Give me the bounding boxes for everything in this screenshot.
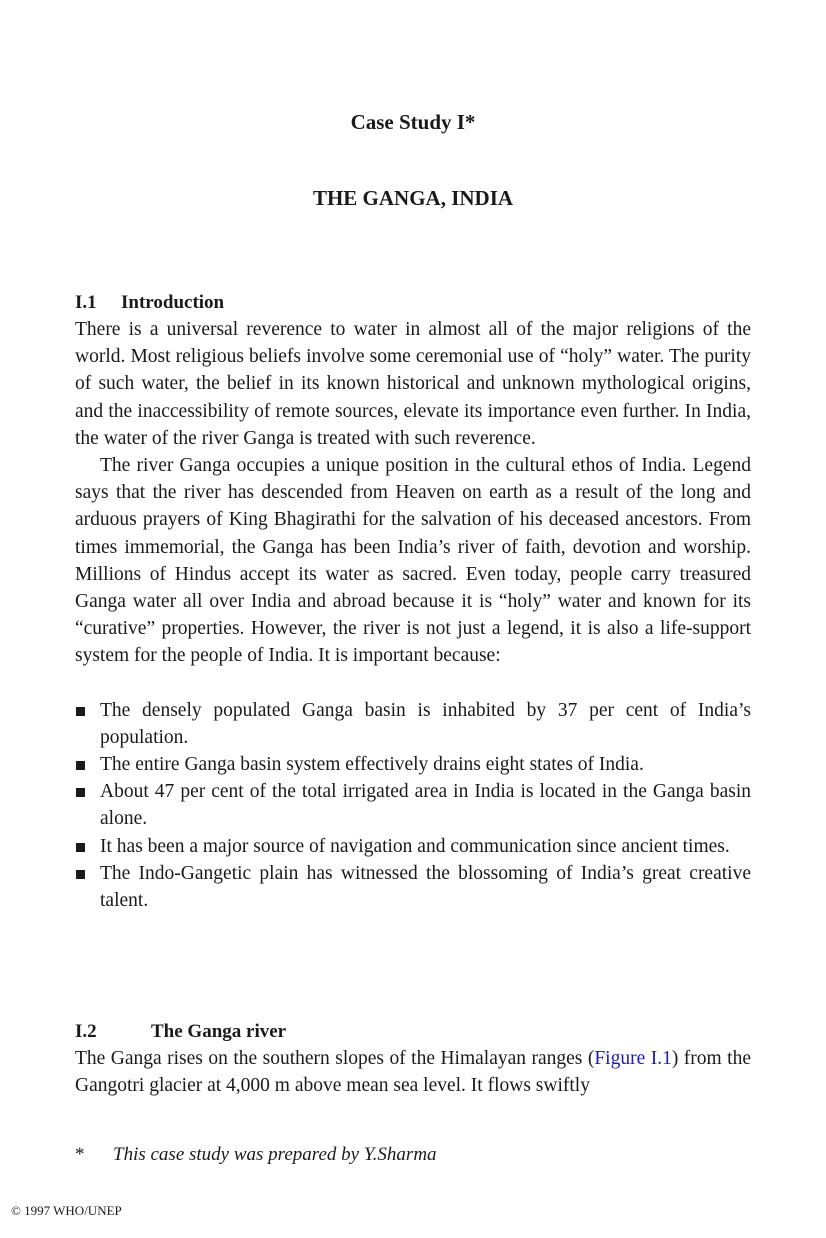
section-heading: [75, 1018, 751, 1045]
copyright-notice: © 1997 WHO/UNEP: [11, 1203, 122, 1218]
section-introduction: [75, 289, 751, 914]
section-ganga-river: [75, 1018, 751, 1099]
footnote-mark: *: [75, 1144, 85, 1165]
paragraph: The river Ganga occupies a unique position in the cultural ethos of India. Legend says that the river has descended from Heaven on earth as a result of the long and arduous prayers of King Bhagirathi for the salvation of his deceased ancestors. From times immemorial, the Ganga has been India’s river of faith, devotion and worship. Millions of Hindus accept its water as sacred. Even today, people carry treasured Ganga water all over India and abroad because it is “holy” water and known for its “curative” properties. However, the river is not just a legend, it is also a life-support system for the people of India. It is important because:: [75, 455, 751, 667]
section-number: I.1: [75, 292, 97, 313]
section-number: I.2: [75, 1021, 97, 1042]
bullet-square-icon: [76, 788, 85, 797]
footnote-text: This case study was prepared by Y.Sharma: [113, 1144, 437, 1165]
case-study-title: Case Study I*: [350, 110, 476, 134]
chapter-title: THE GANGA, INDIA: [312, 186, 514, 210]
list-item-text: About 47 per cent of the total irrigated area in India is located in the Ganga basin alone.: [100, 781, 751, 830]
section-title: The Ganga river: [151, 1021, 287, 1042]
list-item: [75, 860, 751, 914]
bullet-square-icon: [76, 870, 85, 879]
list-item: [75, 751, 751, 778]
bullet-list: [75, 697, 751, 915]
figure-link[interactable]: Figure I.1: [594, 1048, 672, 1069]
section-title: Introduction: [121, 292, 225, 313]
list-item: [75, 833, 751, 860]
paragraph: There is a universal reverence to water in almost all of the major religions of the world. Most religious beliefs involve some ceremonial use of “holy” water. The purity of such water, the belief in its known historical and unknown mythological origins, and the inaccessibility of remote sources, elevate its importance even further. In India, the water of the river Ganga is treated with such reverence.: [75, 319, 751, 449]
bullet-square-icon: [76, 843, 85, 852]
list-item-text: The entire Ganga basin system effectively drains eight states of India.: [100, 754, 644, 776]
list-item-text: The Indo-Gangetic plain has witnessed the blossoming of India’s great creative talent.: [100, 862, 751, 912]
list-item-text: The densely populated Ganga basin is inhabited by 37 per cent of India’s population.: [100, 699, 751, 748]
list-item: [75, 778, 751, 832]
footnote: [75, 1141, 437, 1168]
paragraph-text: The Ganga rises on the southern slopes of the Himalayan ranges (: [75, 1048, 595, 1069]
list-item-text: It has been a major source of navigation and communication since ancient times.: [100, 835, 730, 857]
paragraph: [75, 1045, 751, 1099]
list-item: [75, 697, 751, 751]
paragraph-text: ) from the Gangotri glacier at 4,000 m above mean sea level. It flows swiftly: [75, 1048, 751, 1097]
bullet-square-icon: [76, 761, 85, 770]
section-heading: [75, 289, 751, 316]
bullet-square-icon: [76, 707, 85, 716]
